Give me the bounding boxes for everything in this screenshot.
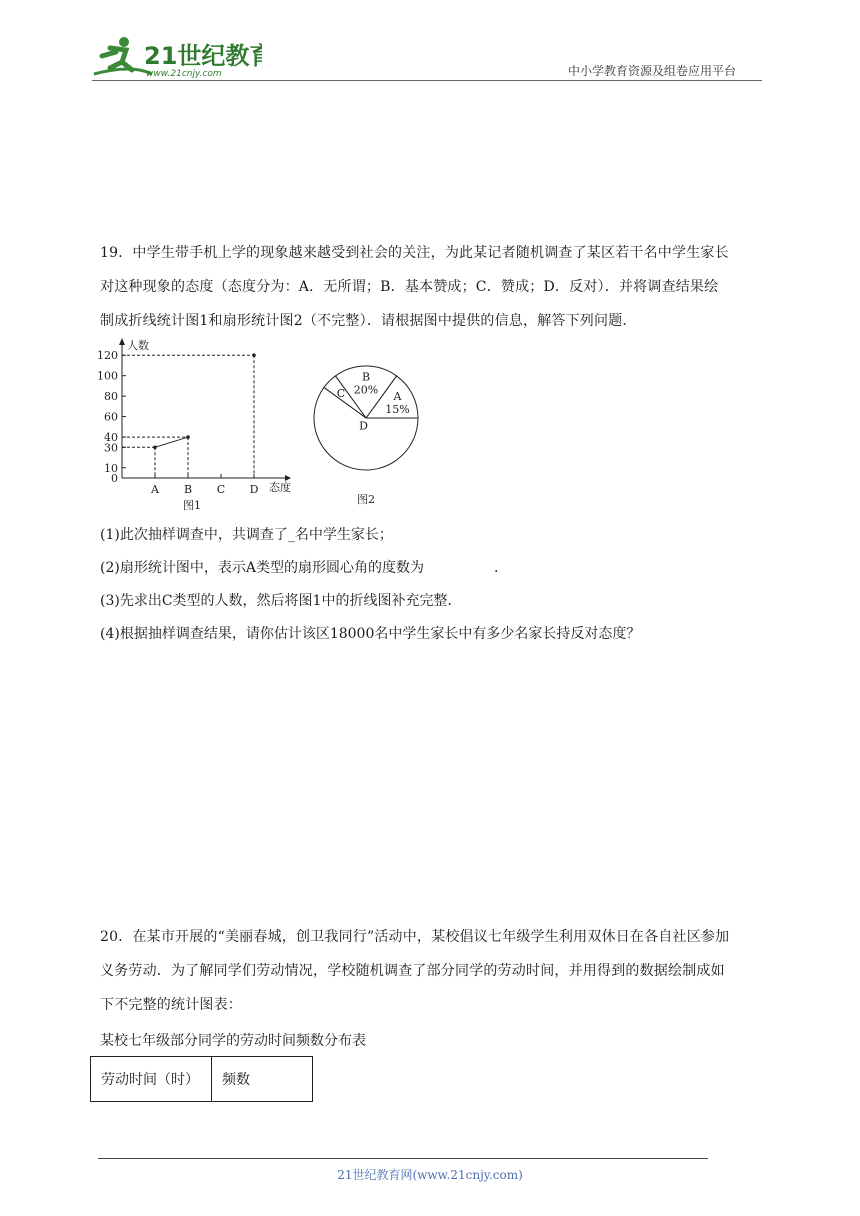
pie-label: D	[359, 419, 369, 433]
pie-label: C	[336, 386, 346, 400]
q19-sub3: (3)先求出C类型的人数，然后将图1中的折线图补充完整．	[100, 593, 462, 609]
chart-title: 图2	[357, 493, 375, 506]
x-tick-label: A	[151, 483, 159, 496]
table-caption: 某校七年级部分同学的劳动时间频数分布表	[100, 1033, 366, 1049]
q19-line: 对这种现象的态度（态度分为：A．无所谓；B．基本赞成；C．赞成；D．反对）．并将调查结果绘	[100, 279, 719, 295]
footer-text: 21世纪教育网(www.21cnjy.com)	[337, 1168, 523, 1182]
pie-value-label: 15%	[385, 402, 410, 416]
q19-sub1: (1)此次抽样调查中，共调查了_名中学生家长；	[100, 527, 393, 543]
q19-sub2-end: .	[493, 560, 499, 576]
chart-title: 图1	[183, 499, 201, 512]
header-platform-text: 中小学教育资源及组卷应用平台	[568, 64, 737, 78]
footer-divider	[98, 1158, 708, 1159]
y-tick-label: 120	[97, 349, 118, 363]
header-divider	[92, 80, 762, 81]
site-logo	[92, 34, 262, 80]
logo-url: www.21cnjy.com	[146, 69, 222, 79]
figure-2-pie-chart	[312, 360, 422, 510]
q20-line: 20．在某市开展的“美丽春城，创卫我同行”活动中，某校倡议七年级学生利用双休日在各自社区参加	[100, 929, 730, 945]
q20-line: 义务劳动．为了解同学们劳动情况，学校随机调查了部分同学的劳动时间，并用得到的数据绘制成如	[100, 963, 725, 979]
pie-label: B	[361, 370, 371, 384]
q19-line: 19．中学生带手机上学的现象越来越受到社会的关注，为此某记者随机调查了某区若干名中学生家长	[100, 245, 729, 261]
y-tick-label: 30	[104, 441, 118, 455]
q19-line: 制成折线统计图1和扇形统计图2（不完整）．请根据图中提供的信息，解答下列问题．	[100, 313, 637, 329]
y-tick-label: 100	[97, 369, 118, 383]
q19-sub4: (4)根据抽样调查结果，请你估计该区18000名中学生家长中有多少名家长持反对态度？	[100, 626, 641, 642]
x-tick-label: B	[183, 483, 193, 496]
frequency-table	[90, 1056, 313, 1102]
q20-line: 下不完整的统计图表：	[100, 997, 242, 1013]
figure-1-line-chart	[95, 337, 300, 512]
table-header-cell: 劳动时间（时）	[91, 1057, 212, 1102]
series-line	[155, 437, 188, 447]
pie-label: A	[393, 389, 402, 403]
y-tick-label: 10	[104, 461, 118, 475]
pie-chart-svg	[312, 360, 422, 510]
q19-stem	[100, 236, 765, 338]
x-tick-label: D	[249, 483, 259, 496]
y-axis-label: 人数	[127, 339, 149, 352]
y-axis-arrow-icon	[119, 338, 125, 345]
q19-sub2-text: (2)扇形统计图中，表示A类型的扇形圆心角的度数为	[100, 560, 424, 576]
y-tick-label: 60	[104, 410, 118, 424]
x-tick-label: C	[216, 483, 226, 496]
q19-sub2	[100, 557, 498, 577]
data-point	[252, 353, 256, 357]
logo-text: 21世纪教育	[144, 42, 262, 70]
table-header-cell: 频数	[212, 1057, 313, 1102]
y-tick-label: 0	[111, 472, 118, 485]
table-row	[91, 1057, 313, 1102]
line-chart-svg	[95, 337, 300, 512]
y-tick-label: 80	[104, 390, 118, 404]
data-point	[153, 446, 157, 450]
data-point	[186, 435, 190, 439]
pie-value-label: 20%	[353, 383, 379, 397]
q20-stem	[100, 920, 765, 1022]
y-tick-label: 40	[104, 431, 118, 445]
x-axis-label: 态度	[269, 481, 291, 494]
